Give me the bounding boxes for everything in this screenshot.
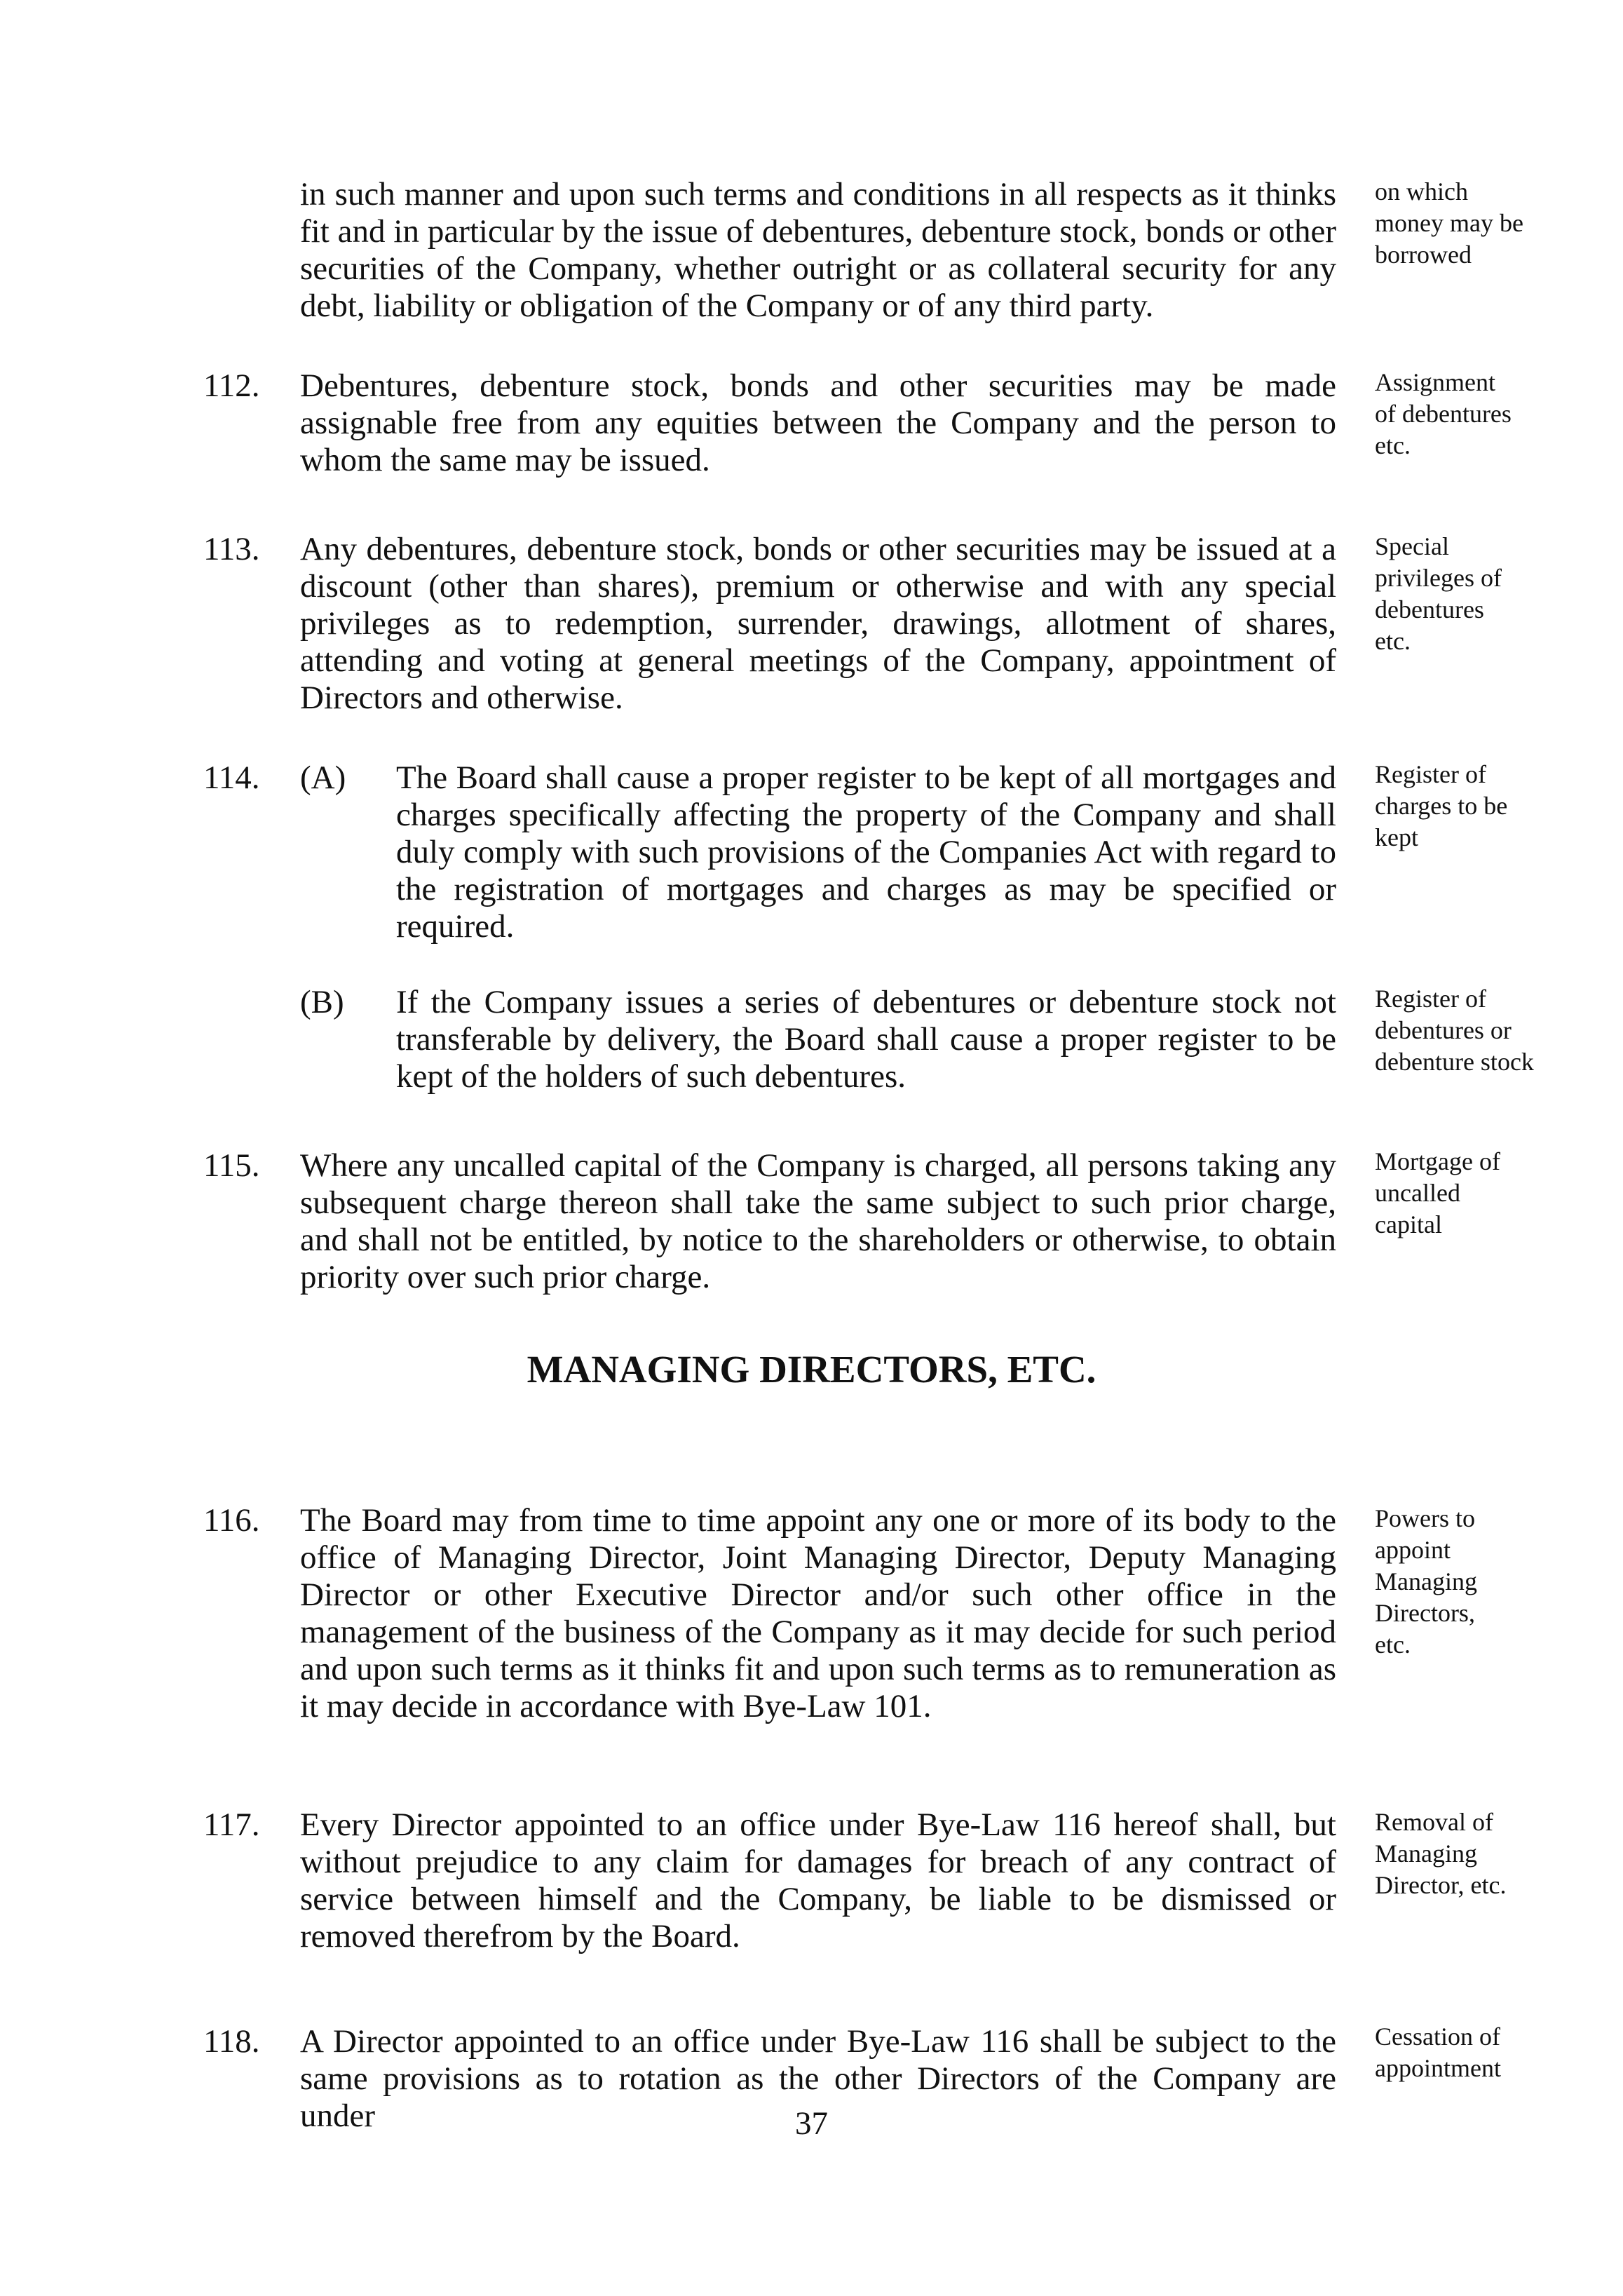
- margin-note-113: Special privileges of debentures etc.: [1375, 532, 1502, 655]
- section-number-114: 114.: [203, 759, 260, 796]
- margin-note-118: Cessation of appointment: [1375, 2022, 1501, 2082]
- section-number-116: 116.: [203, 1502, 260, 1539]
- margin-note-116: Powers to appoint Managing Directors, etc.: [1375, 1504, 1477, 1659]
- margin-note-114a: Register of charges to be kept: [1375, 760, 1508, 851]
- intro-paragraph: in such manner and upon such terms and conditions in all respects as it thinks fit and in particular by the issue of debentures, debenture stock, bonds or other securities of the Company, whether outright or as collateral security for any debt, liability or obligation of the Company or of any third party.: [300, 176, 1336, 324]
- section-text-115: Where any uncalled capital of the Company is charged, all persons taking any subsequent charge thereon shall take the same subject to such prior charge, and shall not be entitled, by notice to the shareholders or otherwise, to obtain priority over such prior charge.: [300, 1147, 1336, 1295]
- subsection-text-114b: If the Company issues a series of debentures or debenture stock not transferable by delivery, the Board shall cause a proper register to be kept of the holders of such debentures.: [396, 984, 1336, 1095]
- section-text-116: The Board may from time to time appoint any one or more of its body to the office of Managing Director, Joint Managing Director, Deputy Managing Director or other Executive Director and/or such other office in the management of the business of the Company as it may decide for such period and upon such terms as it thinks fit and upon such terms as to remuneration as it may decide in accordance with Bye-Law 101.: [300, 1502, 1336, 1724]
- subsection-text-114a: The Board shall cause a proper register to be kept of all mortgages and charges specifically affecting the property of the Company and shall duly comply with such provisions of the Companies Act with regard to the registration of mortgages and charges as may be specified or required.: [396, 759, 1336, 945]
- margin-note-115: Mortgage of uncalled capital: [1375, 1147, 1500, 1238]
- margin-note-114b: Register of debentures or debenture stock: [1375, 985, 1534, 1076]
- margin-note-117: Removal of Managing Director, etc.: [1375, 1808, 1507, 1899]
- section-text-117: Every Director appointed to an office under Bye-Law 116 hereof shall, but without prejudice to any claim for damages for breach of any contract of service between himself and the Company, be liable to be dismissed or removed therefrom by the Board.: [300, 1807, 1336, 1954]
- subsection-label-114b: (B): [300, 984, 344, 1020]
- section-number-113: 113.: [203, 531, 260, 567]
- margin-note-112: Assignment of debentures etc.: [1375, 368, 1512, 459]
- section-number-118: 118.: [203, 2023, 260, 2060]
- section-text-118: A Director appointed to an office under Bye-Law 116 shall be subject to the same provisions as to rotation as the other Directors of the Company are under: [300, 2023, 1336, 2134]
- page-number: 37: [795, 2105, 828, 2142]
- section-heading: MANAGING DIRECTORS, ETC.: [527, 1348, 1096, 1391]
- section-number-112: 112.: [203, 367, 260, 404]
- margin-note-intro: on which money may be borrowed: [1375, 177, 1523, 269]
- section-number-117: 117.: [203, 1807, 260, 1843]
- section-number-115: 115.: [203, 1147, 260, 1184]
- subsection-label-114a: (A): [300, 759, 346, 796]
- section-text-113: Any debentures, debenture stock, bonds or other securities may be issued at a discount (other than shares), premium or otherwise and with any special privileges as to redemption, surrender, drawings, allotment of shares, attending and voting at general meetings of the Company, appointment of Directors and otherwise.: [300, 531, 1336, 716]
- section-text-112: Debentures, debenture stock, bonds and other securities may be made assignable free from any equities between the Company and the person to whom the same may be issued.: [300, 367, 1336, 478]
